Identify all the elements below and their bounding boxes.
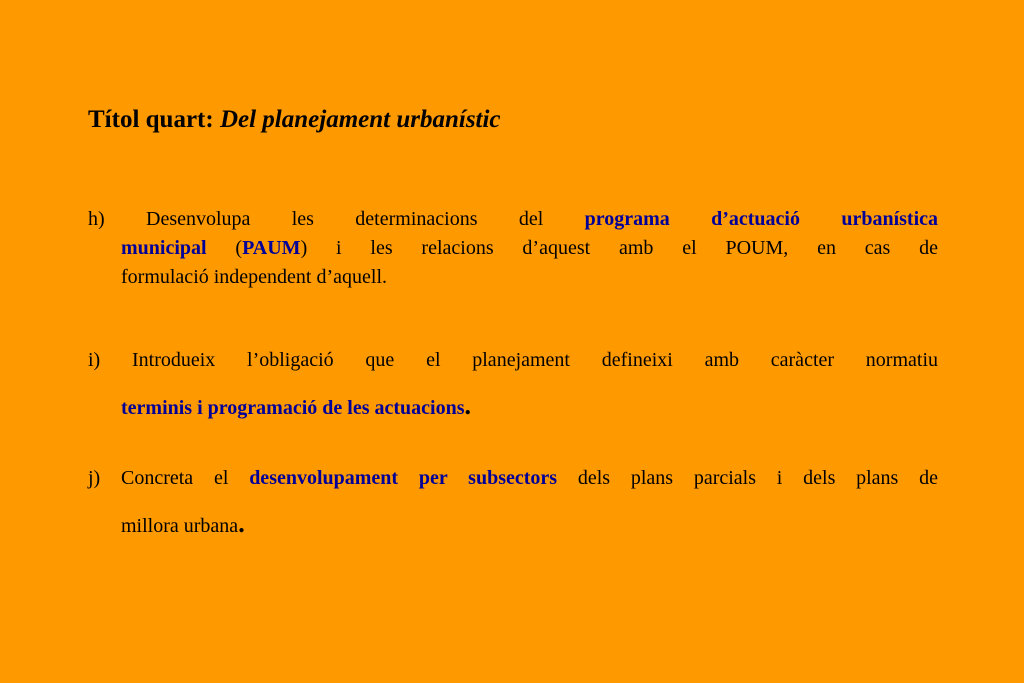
item-h-highlight-2: municipal [121,237,207,259]
item-h-line-3: formulació independent d’aquell. [121,266,388,288]
item-i-period: . [464,391,471,420]
list-item-h [88,205,938,292]
title-italic: Del planejament urbanístic [219,106,501,133]
item-j-highlight: desenvolupament per subsectors [249,467,558,489]
item-h-text-3: ) i les relacions d’aquest amb el POUM, en cas de [300,237,938,259]
item-j-line-1 [88,455,938,501]
item-j-period: . [238,509,245,538]
item-j-line-2 [88,501,938,549]
item-h-line-2 [88,234,938,263]
item-h-highlight-1: programa d’actuació urbanística [584,208,939,230]
list-item-i [88,337,938,431]
item-j-text-2: dels plans parcials i dels plans de [557,467,939,489]
item-i-line-1: i) Introdueix l’obligació que el planejament defineixi amb caràcter normatiu [88,349,938,371]
item-h-line-1 [88,205,938,234]
title-prefix: Títol quart: [88,106,220,133]
slide-title [88,104,501,136]
item-j-text-3: millora urbana [121,515,239,537]
item-i-line-2 [88,383,938,431]
item-h-highlight-3: PAUM [242,237,301,259]
list-item-j [88,455,938,549]
item-j-text-1: j) Concreta el [88,467,250,489]
item-h-text-2: ( [206,237,243,259]
item-i-highlight: terminis i programació de les actuacions [121,397,465,419]
item-h-text-1: h) Desenvolupa les determinacions del [88,208,585,230]
